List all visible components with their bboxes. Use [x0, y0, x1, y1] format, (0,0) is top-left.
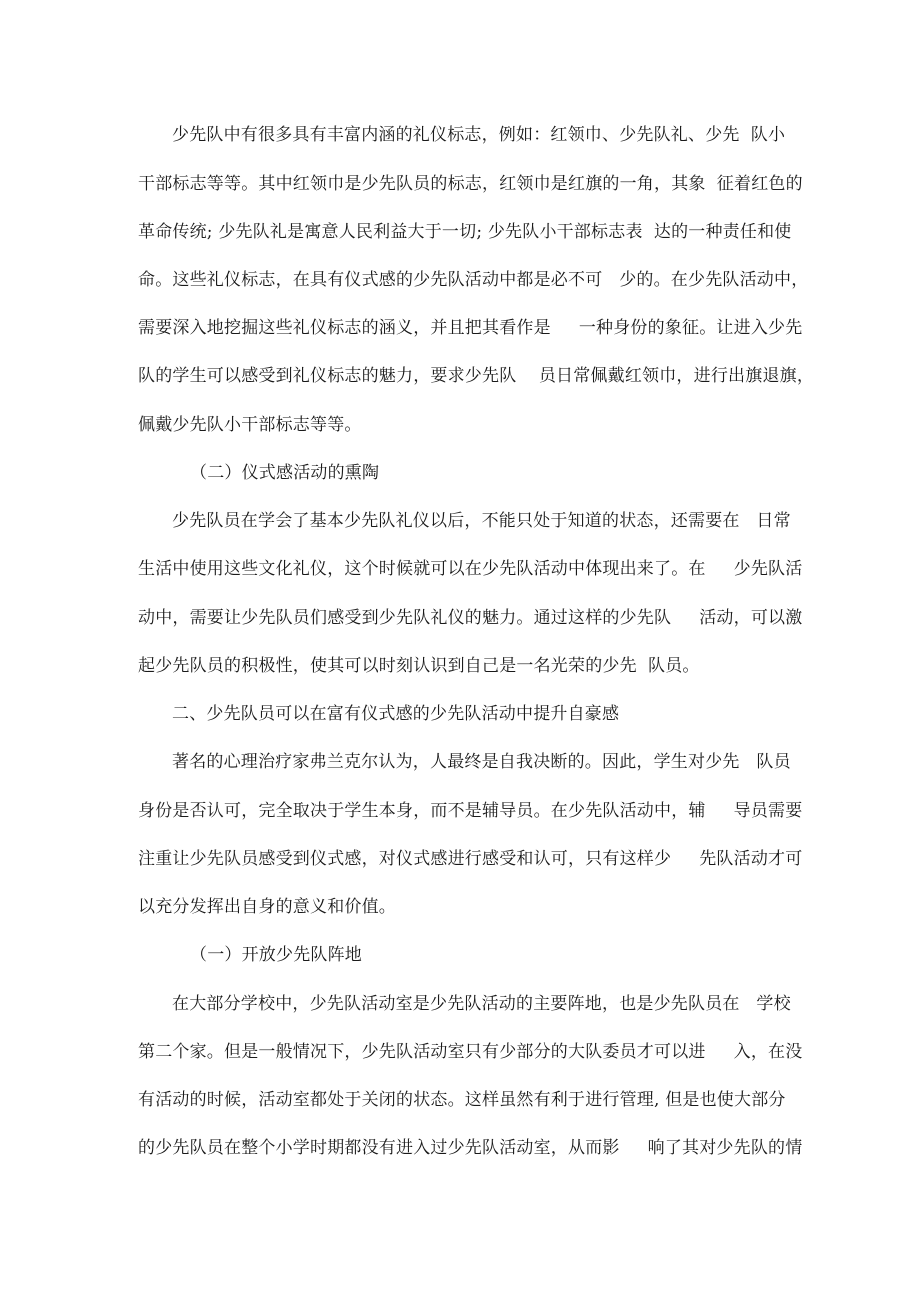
paragraph-line: 有活动的时候，活动室都处于关闭的状态。这样虽然有利于进行管理, 但是也使大部分 [138, 1090, 786, 1110]
paragraph-line: 生活中使用这些文化礼仪，这个时候就可以在少先队活动中体现出来了。在 少先队活 [138, 559, 803, 579]
paragraph-line: 身份是否认可，完全取决于学生本身，而不是辅导员。在少先队活动中，辅 导员需要 [138, 801, 803, 821]
paragraph-line: 在大部分学校中，少先队活动室是少先队活动的主要阵地，也是少先队员在 学校 [172, 994, 791, 1014]
section-heading: （一）开放少先队阵地 [190, 945, 362, 965]
section-heading: 二、少先队员可以在富有仪式感的少先队活动中提升自豪感 [172, 704, 620, 724]
paragraph-line: 注重让少先队员感受到仪式感，对仪式感进行感受和认可，只有这样少 先队活动才可 [138, 849, 803, 869]
paragraph-line: 干部标志等等。其中红领巾是少先队员的标志，红领巾是红旗的一角，其象 征着红色的 [138, 174, 803, 194]
paragraph-line: 少先队员在学会了基本少先队礼仪以后，不能只处于知道的状态，还需要在 日常 [172, 511, 791, 531]
paragraph-line: 起少先队员的积极性，使其可以时刻认识到自己是一名光荣的少先 队员。 [138, 656, 700, 676]
paragraph-line: 命。这些礼仪标志，在具有仪式感的少先队活动中都是必不可 少的。在少先队活动中， [138, 270, 809, 290]
paragraph-line: 需要深入地挖掘这些礼仪标志的涵义，并且把其看作是 一种身份的象征。让进入少先 [138, 318, 803, 338]
paragraph-line: 少先队中有很多具有丰富内涵的礼仪标志，例如：红领巾、少先队礼、少先 队小 [172, 125, 786, 145]
paragraph-line: 佩戴少先队小干部标志等等。 [138, 415, 362, 435]
paragraph-line: 队的学生可以感受到礼仪标志的魅力，要求少先队 员日常佩戴红领巾，进行出旗退旗， [138, 366, 815, 386]
paragraph-line: 动中，需要让少先队员们感受到少先队礼仪的魅力。通过这样的少先队 活动，可以激 [138, 608, 803, 628]
section-heading: （二）仪式感活动的熏陶 [190, 463, 380, 483]
paragraph-line: 革命传统; 少先队礼是寓意人民利益大于一切; 少先队小干部标志表 达的一种责任和使 [138, 222, 792, 242]
paragraph-line: 的少先队员在整个小学时期都没有进入过少先队活动室，从而影 响了其对少先队的情 [138, 1138, 803, 1158]
paragraph-line: 以充分发挥出自身的意义和价值。 [138, 897, 396, 917]
paragraph-line: 第二个家。但是一般情况下，少先队活动室只有少部分的大队委员才可以进 入，在没 [138, 1042, 803, 1062]
paragraph-line: 著名的心理治疗家弗兰克尔认为，人最终是自我决断的。因此，学生对少先 队员 [172, 752, 791, 772]
